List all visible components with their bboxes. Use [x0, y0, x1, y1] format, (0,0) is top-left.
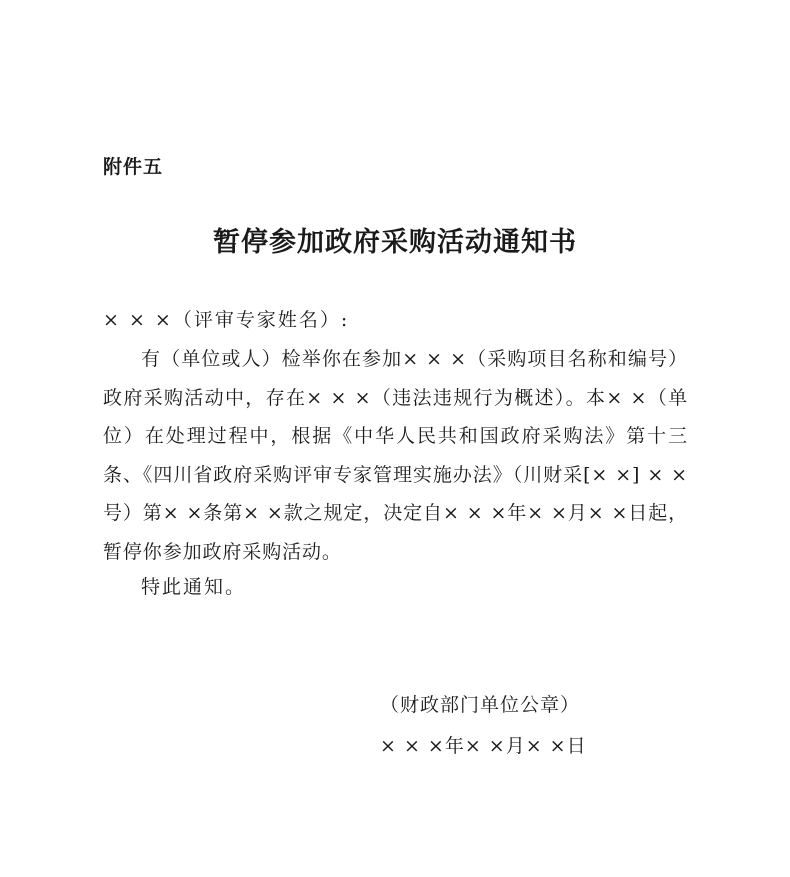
salutation: × × ×（评审专家姓名）:: [103, 309, 350, 331]
body-paragraph: 有（单位或人）检举你在参加× × ×（采购项目名称和编号）政府采购活动中，存在× × ×（违法违规行为概述）。本× ×（单位）在处理过程中，根据《中华人民共和国政府采购法》第十三条、《四川省政府采购评审专家管理实施办法》（川财采[× ×] × ×号）第× ×条第× ×款之规定，决定自× × ×年× ×月× ×日起，暂停你参加政府采购活动。: [103, 348, 688, 563]
document-title: 暂停参加政府采购活动通知书: [213, 227, 577, 258]
attachment-label: 附件五: [103, 156, 164, 178]
seal-line: （财政部门单位公章）: [380, 694, 581, 716]
closing-line: 特此通知。: [141, 576, 247, 598]
date-line: × × ×年× ×月× ×日: [380, 735, 587, 757]
